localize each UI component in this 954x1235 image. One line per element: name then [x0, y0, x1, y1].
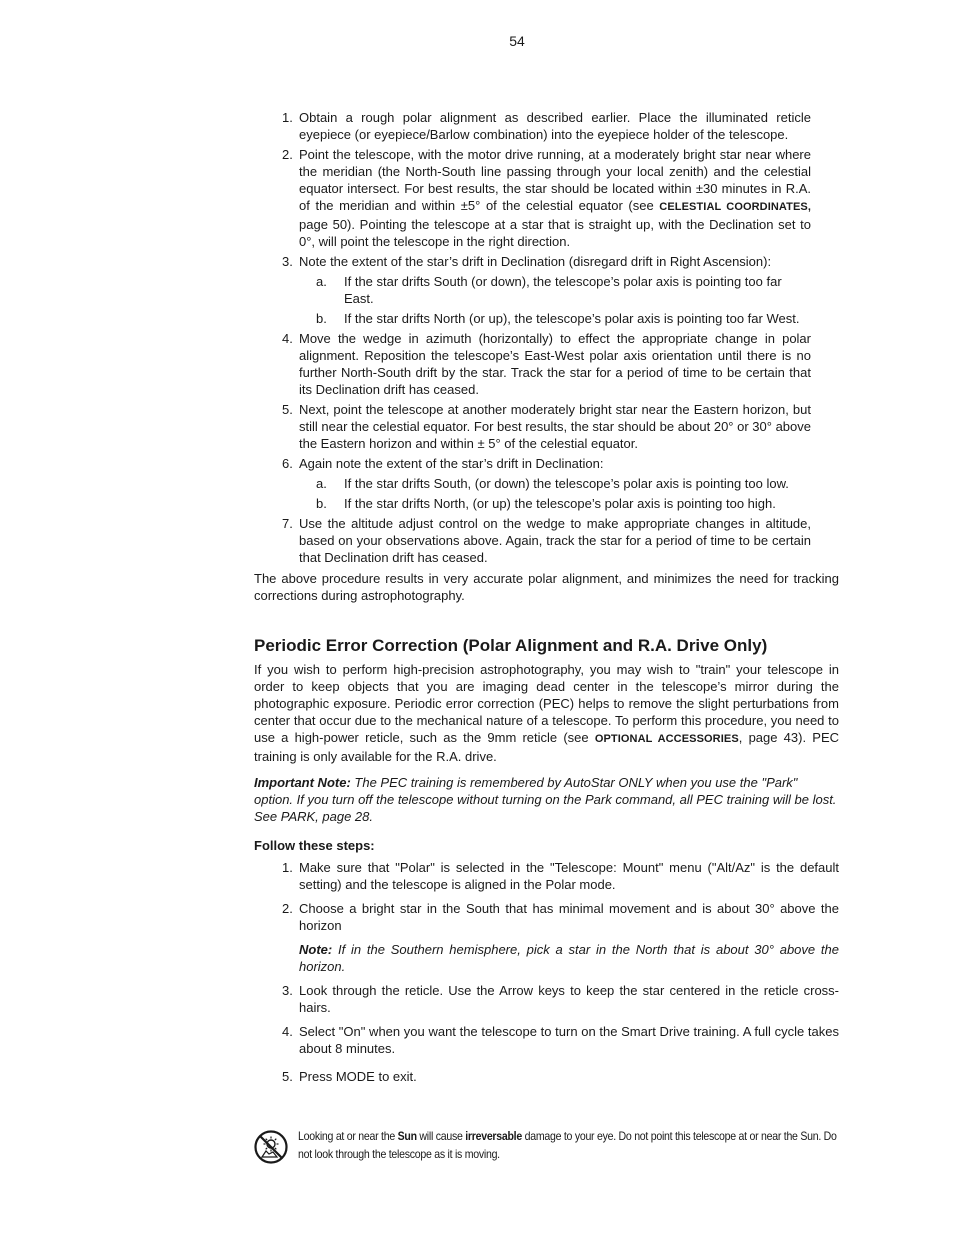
item-text: Obtain a rough polar alignment as described earlier. Place the illuminated reticle eyepiece (or eyepiece/Barlow combination) into the eyepiece holder of the telescope.: [299, 110, 811, 142]
sub-item-text: If the star drifts North, (or up) the telescope’s polar axis is pointing too high.: [344, 496, 776, 511]
sub-item-text: If the star drifts South, (or down) the telescope’s polar axis is pointing too low.: [344, 476, 789, 491]
item-number: 6.: [282, 456, 293, 471]
list-item: [282, 859, 839, 893]
no-sun-viewing-icon: [254, 1130, 288, 1164]
item-number: 3.: [282, 254, 293, 269]
sub-item: [299, 310, 807, 327]
closing-paragraph: The above procedure results in very accurate polar alignment, and minimizes the need for tracking corrections during astrophotography.: [254, 571, 839, 603]
warning-emphasis: irreversable: [465, 1129, 522, 1143]
cross-reference: CELESTIAL COORDINATES,: [659, 201, 811, 213]
section-heading: Periodic Error Correction (Polar Alignment and R.A. Drive Only): [254, 636, 768, 655]
list-item: [282, 109, 811, 143]
list-item: [282, 401, 811, 452]
item-text: Point the telescope, with the motor drive running, at a moderately bright star near where the meridian (the North-South line passing through your local zenith) and the celestial equator intersect. For best results, the star should be located within ±30 minutes in R.A. of the meridian and within ±5° of the celestial equator (see: [299, 147, 811, 213]
item-number: 4.: [282, 1024, 293, 1039]
item-text: Note the extent of the star’s drift in Declination (disregard drift in Right Ascension):: [299, 254, 772, 269]
list-item: [282, 455, 811, 472]
warning-text-part: Looking at or near the: [298, 1129, 398, 1143]
list-item: [282, 146, 811, 250]
warning-text-part: will cause: [416, 1129, 466, 1143]
step-note: [299, 941, 839, 975]
sub-item-letter: a.: [316, 274, 327, 289]
item-text: page 50). Pointing the telescope at a star that is straight up, with the Declination set to 0°, will point the telescope in the right direction.: [299, 217, 811, 249]
steps-heading: Follow these steps:: [254, 838, 375, 853]
item-number: 5.: [282, 402, 293, 417]
item-text: Look through the reticle. Use the Arrow keys to keep the star centered in the reticle cross-hairs.: [299, 983, 839, 1015]
item-text: Use the altitude adjust control on the wedge to make appropriate changes in altitude, based on your observations above. Again, track the star for a period of time to be certain that Declination drift has ceased.: [299, 516, 811, 565]
list-item: [282, 330, 811, 398]
item-text: Choose a bright star in the South that has minimal movement and is about 30° above the horizon: [299, 901, 839, 933]
drift-alignment-list: [282, 109, 811, 566]
step-note-text: If in the Southern hemisphere, pick a star in the North that is about 30° above the horizon.: [299, 942, 839, 974]
important-note-label: Important Note:: [254, 775, 351, 790]
item-number: 7.: [282, 516, 293, 531]
list-item: [282, 253, 811, 270]
sub-item: [299, 475, 807, 492]
pec-steps-list: [282, 859, 839, 1085]
item-number: 1.: [282, 110, 293, 125]
warning-emphasis: Sun: [397, 1129, 417, 1143]
list-item: [282, 900, 839, 975]
sub-item-text: If the star drifts North (or up), the telescope’s polar axis is pointing too far West.: [344, 311, 800, 326]
item-text: Press MODE to exit.: [299, 1069, 417, 1084]
list-item: [282, 1023, 839, 1057]
item-number: 4.: [282, 331, 293, 346]
sub-item-letter: a.: [316, 476, 327, 491]
step-note-label: Note:: [299, 942, 333, 957]
sub-item: [299, 273, 807, 307]
list-item: [282, 982, 839, 1016]
item-number: 2.: [282, 147, 293, 162]
item-number: 3.: [282, 983, 293, 998]
pec-intro-text: , page 43). PEC training is only available for the R.A. drive.: [254, 730, 840, 764]
sub-item: [299, 495, 807, 512]
warning-text-part: damage to your eye. Do not point this telescope at or near the Sun. Do not look through the telescope as it is moving.: [298, 1129, 837, 1161]
item-text: Select "On" when you want the telescope to turn on the Smart Drive training. A full cycle takes about 8 minutes.: [299, 1024, 839, 1056]
item-number: 2.: [282, 901, 293, 916]
page-number: 54: [509, 33, 525, 49]
document-body: [254, 109, 839, 1092]
warning-text: [298, 1127, 844, 1163]
item-number: 5.: [282, 1069, 293, 1084]
item-text: Next, point the telescope at another moderately bright star near the Eastern horizon, but still near the celestial equator. For best results, the star should be about 20° or 30° above the Eastern horizon and within ± 5° of the celestial equator.: [299, 402, 811, 451]
list-item: [282, 515, 811, 566]
sub-item-letter: b.: [316, 311, 327, 326]
pec-intro-text: If you wish to perform high-precision astrophotography, you may wish to "train" your telescope in order to keep objects that you are imaging dead center in the telescope’s mirror during the photographic exposure. Periodic error correction (PEC) helps to remove the slight perturbations from center that occur due to the mechanical nature of a telescope. To perform this procedure, you need to use a high-power reticle, such as the 9mm reticle (see: [254, 662, 839, 745]
item-number: 1.: [282, 860, 293, 875]
item-text: Make sure that "Polar" is selected in the "Telescope: Mount" menu ("Alt/Az" is the default setting) and the telescope is aligned in the Polar mode.: [299, 860, 839, 892]
sub-item-text: If the star drifts South (or down), the telescope’s polar axis is pointing too far East.: [344, 274, 782, 306]
important-note-text: The PEC training is remembered by AutoStar ONLY when you use the "Park" option. If you turn off the telescope without turning on the Park command, all PEC training will be lost. See PARK, page 28.: [254, 775, 837, 824]
important-note: [254, 774, 839, 825]
item-text: Again note the extent of the star’s drift in Declination:: [299, 456, 604, 471]
pec-intro-paragraph: [254, 661, 839, 765]
sub-item-letter: b.: [316, 496, 327, 511]
list-item: [282, 1068, 839, 1085]
item-text: Move the wedge in azimuth (horizontally) to effect the appropriate change in polar alignment. Reposition the telescope’s East-West polar axis orientation until there is no further North-South drift by the star. Track the star for a period of time to be certain that its Declination drift has ceased.: [299, 331, 811, 397]
cross-reference: OPTIONAL ACCESSORIES: [594, 733, 739, 745]
sun-warning: [254, 1127, 839, 1167]
